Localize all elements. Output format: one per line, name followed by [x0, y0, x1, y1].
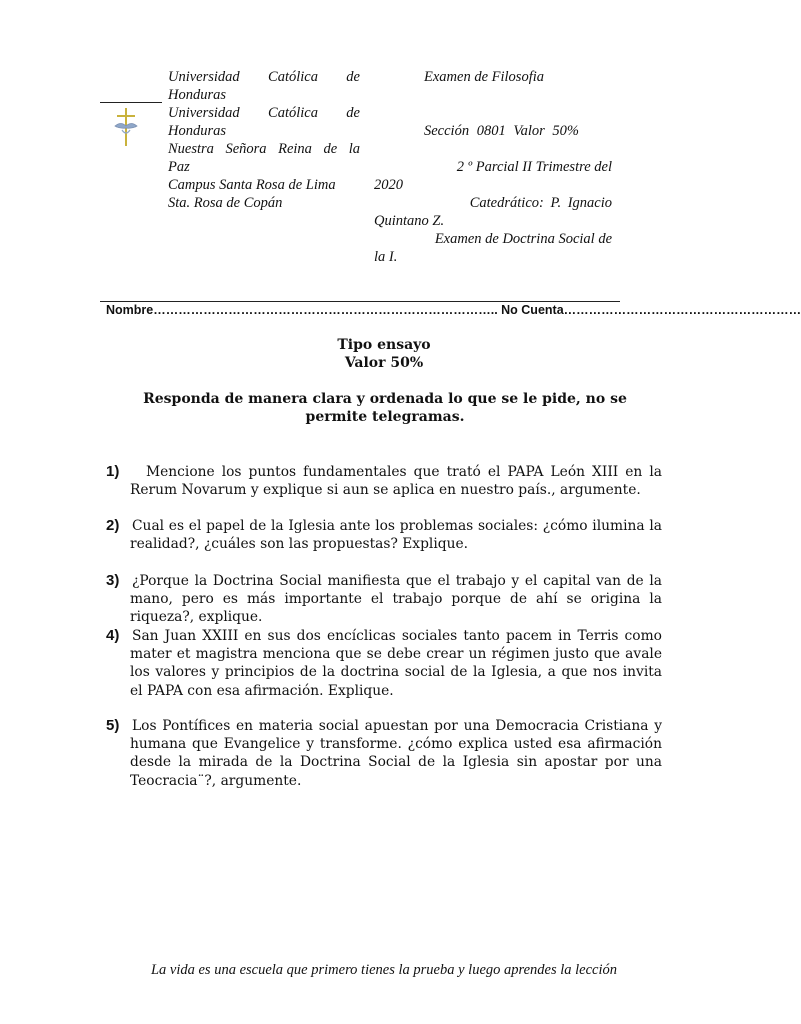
cross-dove-icon [112, 106, 142, 148]
question-number: 4) [106, 627, 120, 644]
exam-value: Valor 50% [344, 355, 424, 371]
question-text: Mencione los puntos fundamentales que trató el PAPA León XIII en la Rerum Novarum y explique si aun se aplica en nuestro país., argumente. [130, 464, 662, 499]
question-number: 5) [106, 717, 120, 734]
university-line: Nuestra Señora Reina de la [168, 141, 360, 157]
question-text: San Juan XXIII en sus dos encíclicas sociales tanto pacem in Terris como mater et magistra menciona que se debe crear un régimen justo que avale los valores y principios de la doctrina social de la Iglesia, a que nos invita el PAPA con esa afirmación. Explique. [130, 628, 662, 699]
question-item [106, 572, 662, 627]
question-item [106, 717, 662, 790]
exam-section: Sección 0801 Valor 50% [424, 123, 579, 139]
question-text: Los Pontífices en materia social apuestan por una Democracia Cristiana y humana que Evangelice y transforme. ¿cómo explica usted esa afirmación desde la mirada de la Doctrina Social de la Iglesia sin apostar por una Teocracia¨?, argumente. [130, 718, 662, 789]
university-line: Paz [168, 159, 190, 175]
header-divider-short [100, 102, 162, 103]
university-line: Universidad Católica de [168, 105, 360, 121]
exam-subtitle-end: la I. [374, 249, 398, 265]
question-number: 2) [106, 517, 120, 534]
university-line: Campus Santa Rosa de Lima [168, 177, 336, 193]
question-text: Cual es el papel de la Iglesia ante los problemas sociales: ¿cómo ilumina la realidad?, ¿cuáles son las propuestas? Explique. [130, 518, 662, 553]
exam-info [374, 68, 612, 266]
university-line: Universidad Católica de [168, 69, 360, 85]
header-divider [100, 301, 620, 302]
student-info-line[interactable]: Nombre……………………………………………………………………….. No Cuenta………………………………………………… [106, 303, 801, 317]
teacher-name: Catedrático: P. Ignacio [469, 195, 612, 211]
question-item [106, 627, 662, 700]
exam-subtitle: Examen de Doctrina Social de [434, 231, 612, 247]
exam-partial-year: 2020 [374, 177, 403, 193]
question-item [106, 463, 662, 499]
footer-quote: La vida es una escuela que primero tienes la prueba y luego aprendes la lección [150, 962, 618, 978]
university-info [168, 68, 360, 212]
question-number: 3) [106, 572, 120, 589]
exam-type: Tipo ensayo [337, 337, 431, 353]
university-line: Honduras [168, 123, 227, 139]
exam-partial: 2 º Parcial II Trimestre del [456, 159, 612, 175]
question-number: 1) [106, 463, 120, 480]
instructions: Responda de manera clara y ordenada lo que se le pide, no se permite telegramas. [143, 391, 627, 425]
question-text: ¿Porque la Doctrina Social manifiesta que el trabajo y el capital van de la mano, pero es más importante el trabajo porque de ahí se origina la riqueza?, explique. [130, 573, 662, 626]
teacher-surname: Quintano Z. [374, 213, 445, 229]
question-item [106, 517, 662, 553]
university-line: Sta. Rosa de Copán [168, 195, 283, 211]
university-line: Honduras [168, 87, 227, 103]
exam-title: Examen de Filosofia [424, 69, 545, 85]
